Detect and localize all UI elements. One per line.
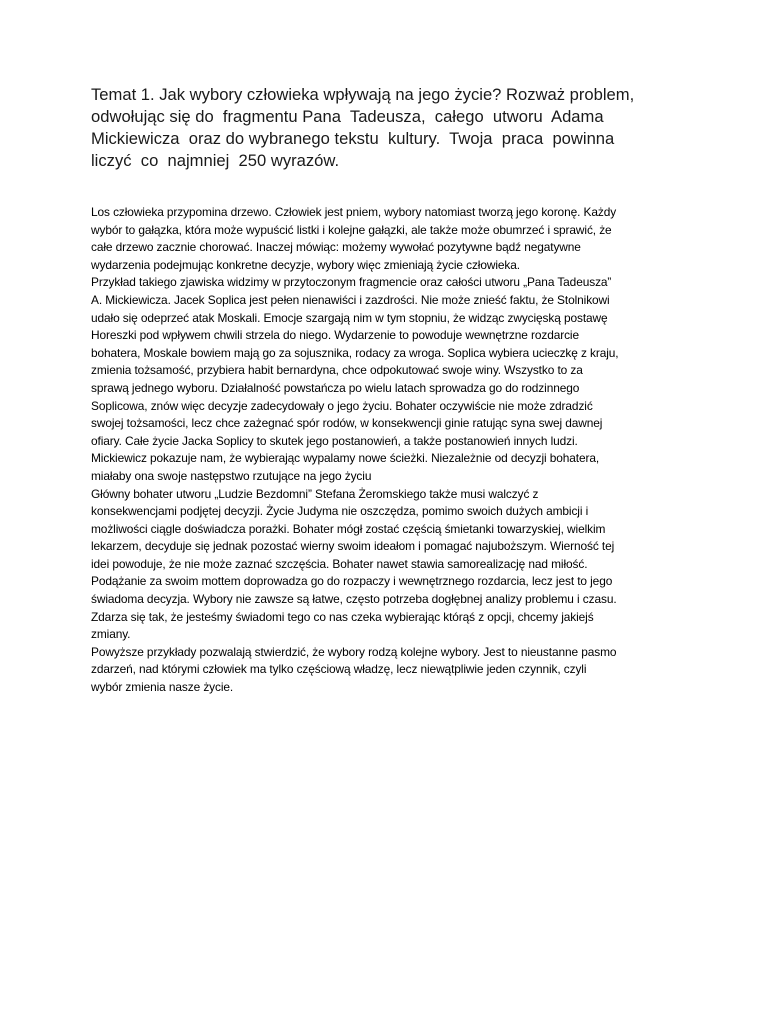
essay-line: bohatera, Moskale bowiem mają go za sojusznika, rodacy za wroga. Soplica wybiera ucieczkę z kraju, [91,345,619,360]
topic-line: Temat 1. Jak wybory człowieka wpływają na jego życie? Rozważ problem, [91,85,635,104]
essay-line: Przykład takiego zjawiska widzimy w przytoczonym fragmencie oraz całości utworu „Pana Tadeusza” [91,275,612,290]
essay-line: Podążanie za swoim mottem doprowadza go do rozpaczy i wewnętrznego rozdarcia, lecz jest to jego [91,574,613,589]
essay-line: ofiary. Całe życie Jacka Soplicy to skutek jego postanowień, a także postanowień innych ludzi. [91,433,578,448]
essay-line: zmiany. [91,627,131,642]
essay-line: możliwości ciągle doświadcza porażki. Bohater mógł zostać częścią śmietanki towarzyskiej, wielkim [91,521,606,536]
topic-line: Mickiewicza oraz do wybranego tekstu kultury. Twoja praca powinna [91,129,615,148]
essay-line: całe drzewo zacznie chorować. Inaczej mówiąc: możemy wywołać pozytywne bądź negatywne [91,240,581,255]
essay-line: Powyższe przykłady pozwalają stwierdzić, że wybory rodzą kolejne wybory. Jest to nieustanne pasmo [91,644,617,659]
essay-line: Zdarza się tak, że jesteśmy świadomi tego co nas czeka wybierając którąś z opcji, chcemy jakiejś [91,609,594,624]
essay-line: Horeszki pod wpływem chwili strzela do niego. Wydarzenie to powoduje wewnętrzne rozdarcie [91,328,579,343]
essay-line: Los człowieka przypomina drzewo. Człowiek jest pniem, wybory natomiast tworzą jego koronę. Każdy [91,205,617,219]
essay-line: swojej tożsamości, lecz chce zażegnać spór rodów, w konsekwencji ginie ratując syna swej dawnej [91,416,603,431]
essay-line: Główny bohater utworu „Ludzie Bezdomni” Stefana Żeromskiego także musi walczyć z [91,486,539,501]
essay-line: wydarzenia podejmując konkretne decyzje, wybory więc zmieniają życie człowieka. [91,257,520,272]
essay-line: Soplicowa, znów więc decyzje zadecydowały o jego życiu. Bohater oczywiście nie może zdradzić [91,398,593,413]
essay-line: A. Mickiewicza. Jacek Soplica jest pełen nienawiści i zazdrości. Nie może znieść faktu, że Stolnikowi [91,292,610,307]
essay-line: wybór zmienia nasze życie. [91,680,234,695]
essay-line: wybór to gałązka, która może wypuścić listki i kolejne gałązki, ale także może obumrzeć i sprawić, że [91,222,612,237]
essay-line: konsekwencjami podjętej decyzji. Życie Judyma nie oszczędza, pomimo swoich dużych ambicji i [91,504,589,519]
essay-topic [91,84,691,172]
essay-body [91,204,691,697]
topic-line: liczyć co najmniej 250 wyrazów. [91,151,340,170]
essay-line: zmienia tożsamość, przybiera habit bernardyna, chce odpokutować swoje winy. Wszystko to za [91,363,583,378]
essay-line: sprawą jednego wyboru. Działalność powstańcza po wielu latach sprowadza go do rodzinnego [91,380,580,395]
topic-line: odwołując się do fragmentu Pana Tadeusza, całego utworu Adama [91,107,604,126]
essay-line: świadoma decyzja. Wybory nie zawsze są łatwe, często potrzeba dogłębnej analizy problemu i czasu. [91,592,617,607]
essay-line: Mickiewicz pokazuje nam, że wybierając wypalamy nowe ścieżki. Niezależnie od decyzji bohatera, [91,451,600,466]
essay-line: lekarzem, decyduje się jednak pozostać wierny swoim ideałom i pomagać najuboższym. Wierność tej [91,539,615,554]
essay-line: udało się odeprzeć atak Moskali. Emocje szargają nim w tym stopniu, że widząc zwycięską postawę [91,310,608,325]
essay-line: idei powoduje, że nie może zaznać szczęścia. Bohater nawet stawia samorealizację nad miłość. [91,556,588,571]
essay-line: zdarzeń, nad którymi człowiek ma tylko częściową władzę, lecz niewątpliwie jeden czynnik, czyli [91,662,587,677]
essay-line: miałaby ona swoje następstwo rzutujące na jego życiu [91,468,372,483]
